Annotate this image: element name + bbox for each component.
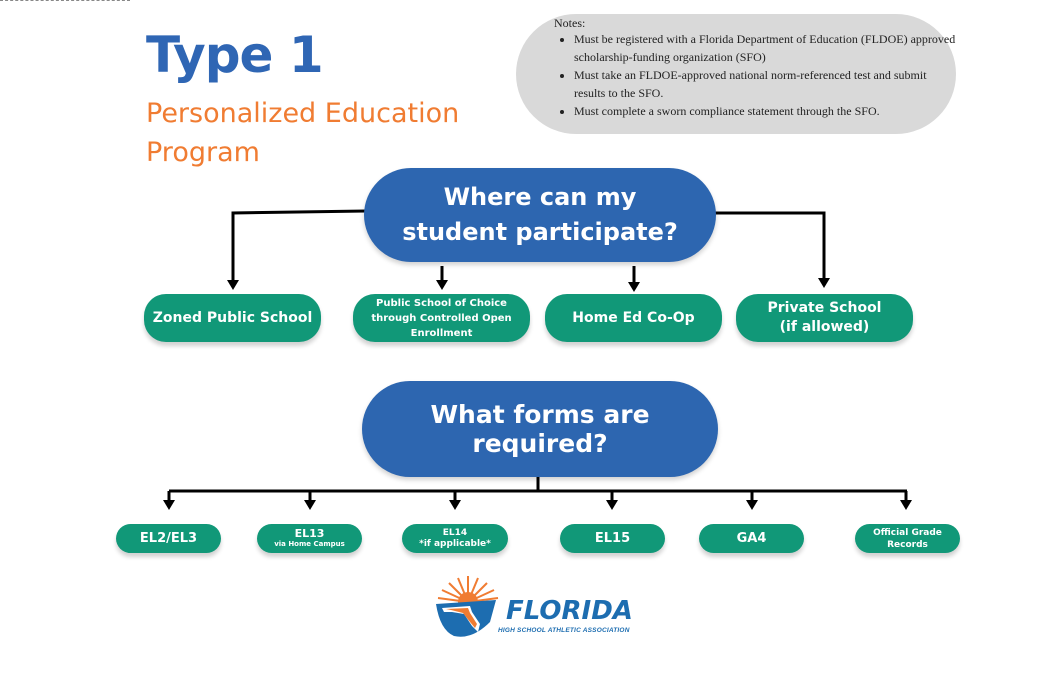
form-el14: [402, 524, 508, 553]
option-label-line2: through Controlled Open: [371, 312, 512, 324]
form-ga4: [699, 524, 804, 553]
participation-arrowheads: [227, 278, 830, 292]
option-label-line2: (if allowed): [779, 319, 870, 335]
question-label: Where can my student participate?: [402, 183, 678, 246]
form-label: EL15: [594, 531, 631, 546]
option-label-line3: Enrollment: [410, 327, 473, 339]
notes-title: Notes:: [554, 16, 586, 30]
option-label-line1: Private School: [767, 300, 882, 316]
option-private-school: [736, 294, 913, 342]
form-label-line2: via Home Campus: [274, 539, 345, 548]
question-where-participate: [364, 168, 716, 262]
option-zoned-public-school: [144, 294, 321, 342]
fhsaa-logo: [432, 572, 633, 642]
form-label-line1: Official Grade: [873, 527, 942, 538]
form-label-line1: EL14: [442, 527, 468, 538]
notes-item: • Must complete a sworn compliance statement through the SFO.: [574, 102, 959, 120]
page-title: Type 1: [146, 26, 323, 84]
question-forms-required: [362, 381, 718, 477]
option-label: Home Ed Co-Op: [572, 310, 695, 326]
form-el2-el3: [116, 524, 221, 553]
form-label-line1: EL13: [294, 526, 325, 540]
form-el15: [560, 524, 665, 553]
notes-item: • Must take an FLDOE-approved national norm-referenced test and submit results to the SFO.: [574, 66, 959, 102]
notes-item: • Must be registered with a Florida Department of Education (FLDOE) approved scholarship-funding organization (SFO): [574, 30, 959, 66]
logo-wordmark: FLORIDA: [506, 596, 633, 626]
form-official-grade-records: [855, 524, 960, 553]
option-label-line1: Public School of Choice: [376, 297, 507, 309]
form-label: GA4: [736, 531, 767, 546]
option-label: Zoned Public School: [152, 310, 313, 326]
logo-tagline: HIGH SCHOOL ATHLETIC ASSOCIATION: [498, 627, 630, 634]
option-public-school-of-choice: [353, 294, 530, 342]
form-label-line2: Records: [887, 539, 928, 550]
forms-arrowheads: [163, 500, 912, 510]
page-subtitle: Personalized Education Program: [146, 98, 460, 168]
question-label: What forms are required?: [430, 400, 650, 458]
form-label: EL2/EL3: [139, 531, 198, 546]
option-home-ed-co-op: [545, 294, 722, 342]
form-el13: [257, 524, 362, 553]
forms-connectors: [169, 477, 907, 502]
form-label-line2: *if applicable*: [419, 538, 491, 549]
